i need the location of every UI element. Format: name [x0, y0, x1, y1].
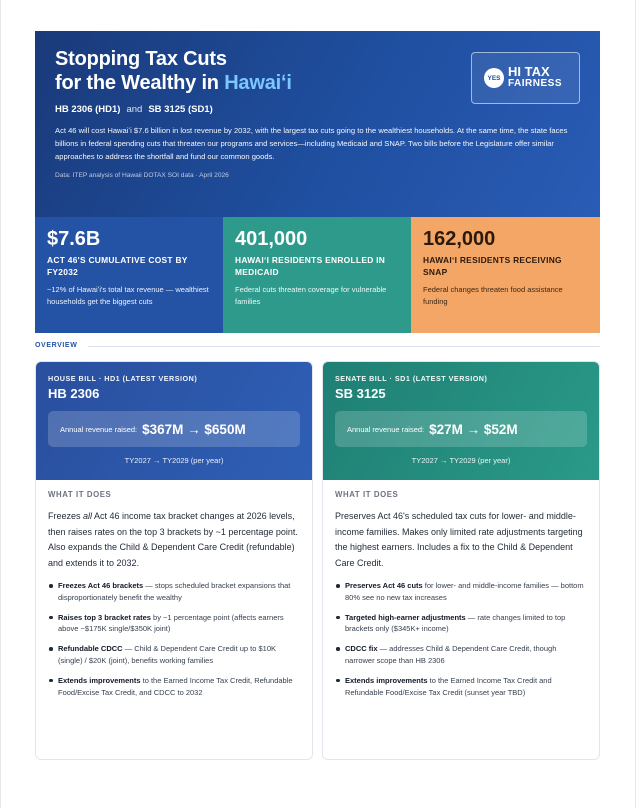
bullet-list [335, 580, 587, 698]
card-bill-number: SB 3125 [335, 386, 386, 401]
bill-house-tag: HB 2306 (HD1) [55, 104, 121, 115]
bullet-list [48, 580, 300, 698]
stat-value: 162,000 [423, 228, 496, 250]
card-header [36, 362, 312, 480]
hi-tax-fairness-logo: YES HI TAX FAIRNESS [471, 52, 580, 104]
list-item: Refundable CDCC — Child & Dependent Care Credit up to $10K (single) / $20K (joint), benefits working families [48, 643, 300, 667]
hero-description: Act 46 will cost Hawaiʻi $7.6 billion in lost revenue by 2032, with the largest tax cuts going to the wealthiest households. At the same time, the state faces billions in federal spending cuts that threaten our programs and services—including Medicaid and SNAP. Two bills before the Legislature offer similar approaches to address the shortfall and fund our common goods. [55, 126, 568, 161]
divider [88, 346, 600, 347]
yes-badge-icon: YES [484, 68, 504, 88]
stat-value: $7.6B [47, 228, 101, 250]
revenue-period: TY2027 → TY2029 (per year) [411, 456, 511, 465]
senate-bill-card [322, 361, 600, 760]
stat-note: ~12% of Hawaiʻi's total tax revenue — wealthiest households get the biggest cuts [47, 285, 209, 306]
card-kicker: HOUSE BILL · HD1 (LATEST VERSION) [48, 374, 198, 383]
list-item: CDCC fix — addresses Child & Dependent Care Credit, though narrower scope than HB 2306 [335, 643, 587, 667]
hero-banner [35, 31, 600, 217]
card-body [36, 480, 312, 698]
list-item: Raises top 3 bracket rates by ~1 percentage point (affects earners above ~$175K single/$350K joint) [48, 612, 300, 636]
list-item: Extends improvements to the Earned Income Tax Credit and Refundable Food/Excise Tax Credit (sunset year TBD) [335, 675, 587, 699]
data-source: Data: ITEP analysis of Hawaii DOTAX SOI data · April 2026 [55, 172, 229, 179]
revenue-value: $27M → $52M [429, 421, 518, 437]
list-item: Extends improvements to the Earned Income Tax Credit, Refundable Food/Excise Tax Credit, and CDCC to 2032 [48, 675, 300, 699]
card-kicker: SENATE BILL · SD1 (LATEST VERSION) [335, 374, 488, 383]
revenue-period: TY2027 → TY2029 (per year) [124, 456, 224, 465]
stat-card-cost [35, 217, 223, 333]
stats-row [35, 217, 600, 333]
revenue-box [48, 411, 300, 447]
card-bill-number: HB 2306 [48, 386, 100, 401]
stat-value: 401,000 [235, 228, 308, 250]
stat-note: Federal cuts threaten coverage for vulnerable families [235, 285, 387, 306]
section-label: WHAT IT DOES [48, 490, 112, 499]
stat-note: Federal changes threaten food assistance funding [423, 285, 563, 306]
revenue-value: $367M → $650M [142, 421, 246, 437]
house-bill-card [35, 361, 313, 760]
revenue-label: Annual revenue raised: [60, 424, 138, 434]
revenue-box [335, 411, 587, 447]
overview-heading: OVERVIEW [35, 342, 78, 349]
list-item: Freezes Act 46 brackets — stops scheduled bracket expansions that disproportionately benefit the wealthy [48, 580, 300, 604]
stat-label: HAWAIʻI RESIDENTS RECEIVING SNAP [423, 255, 562, 277]
section-label: WHAT IT DOES [335, 490, 399, 499]
revenue-label: Annual revenue raised: [347, 424, 425, 434]
card-body [323, 480, 599, 698]
list-item: Targeted high-earner adjustments — rate changes limited to top brackets only ($345K+ income) [335, 612, 587, 636]
list-item: Preserves Act 46 cuts for lower- and middle-income families — bottom 80% see no new tax increases [335, 580, 587, 604]
stat-label: HAWAIʻI RESIDENTS ENROLLED IN MEDICAID [235, 255, 386, 277]
card-lead: Preserves Act 46's scheduled tax cuts for lower- and middle-income families. Makes only limited rate adjustments targeting the highest earners. Includes a fix to the Child & Dependent Care Credit. [335, 511, 583, 568]
stat-card-snap [411, 217, 600, 333]
bill-senate-tag: SB 3125 (SD1) [148, 104, 213, 115]
page-title: Stopping Tax Cuts for the Wealthy in Hawaiʻi [55, 48, 292, 94]
title-accent: Hawaiʻi [224, 72, 292, 94]
card-header [323, 362, 599, 480]
stat-label: ACT 46'S CUMULATIVE COST BY FY2032 [47, 255, 188, 277]
bills-line: HB 2306 (HD1) and SB 3125 (SD1) [55, 104, 213, 115]
stat-card-medicaid [223, 217, 411, 333]
card-lead: Freezes all Act 46 income tax bracket changes at 2026 levels, then raises rates on the top 3 brackets by ~1 percentage point. Also expands the Child & Dependent Care Credit (refundable) and extends it to 2032. [48, 511, 298, 568]
